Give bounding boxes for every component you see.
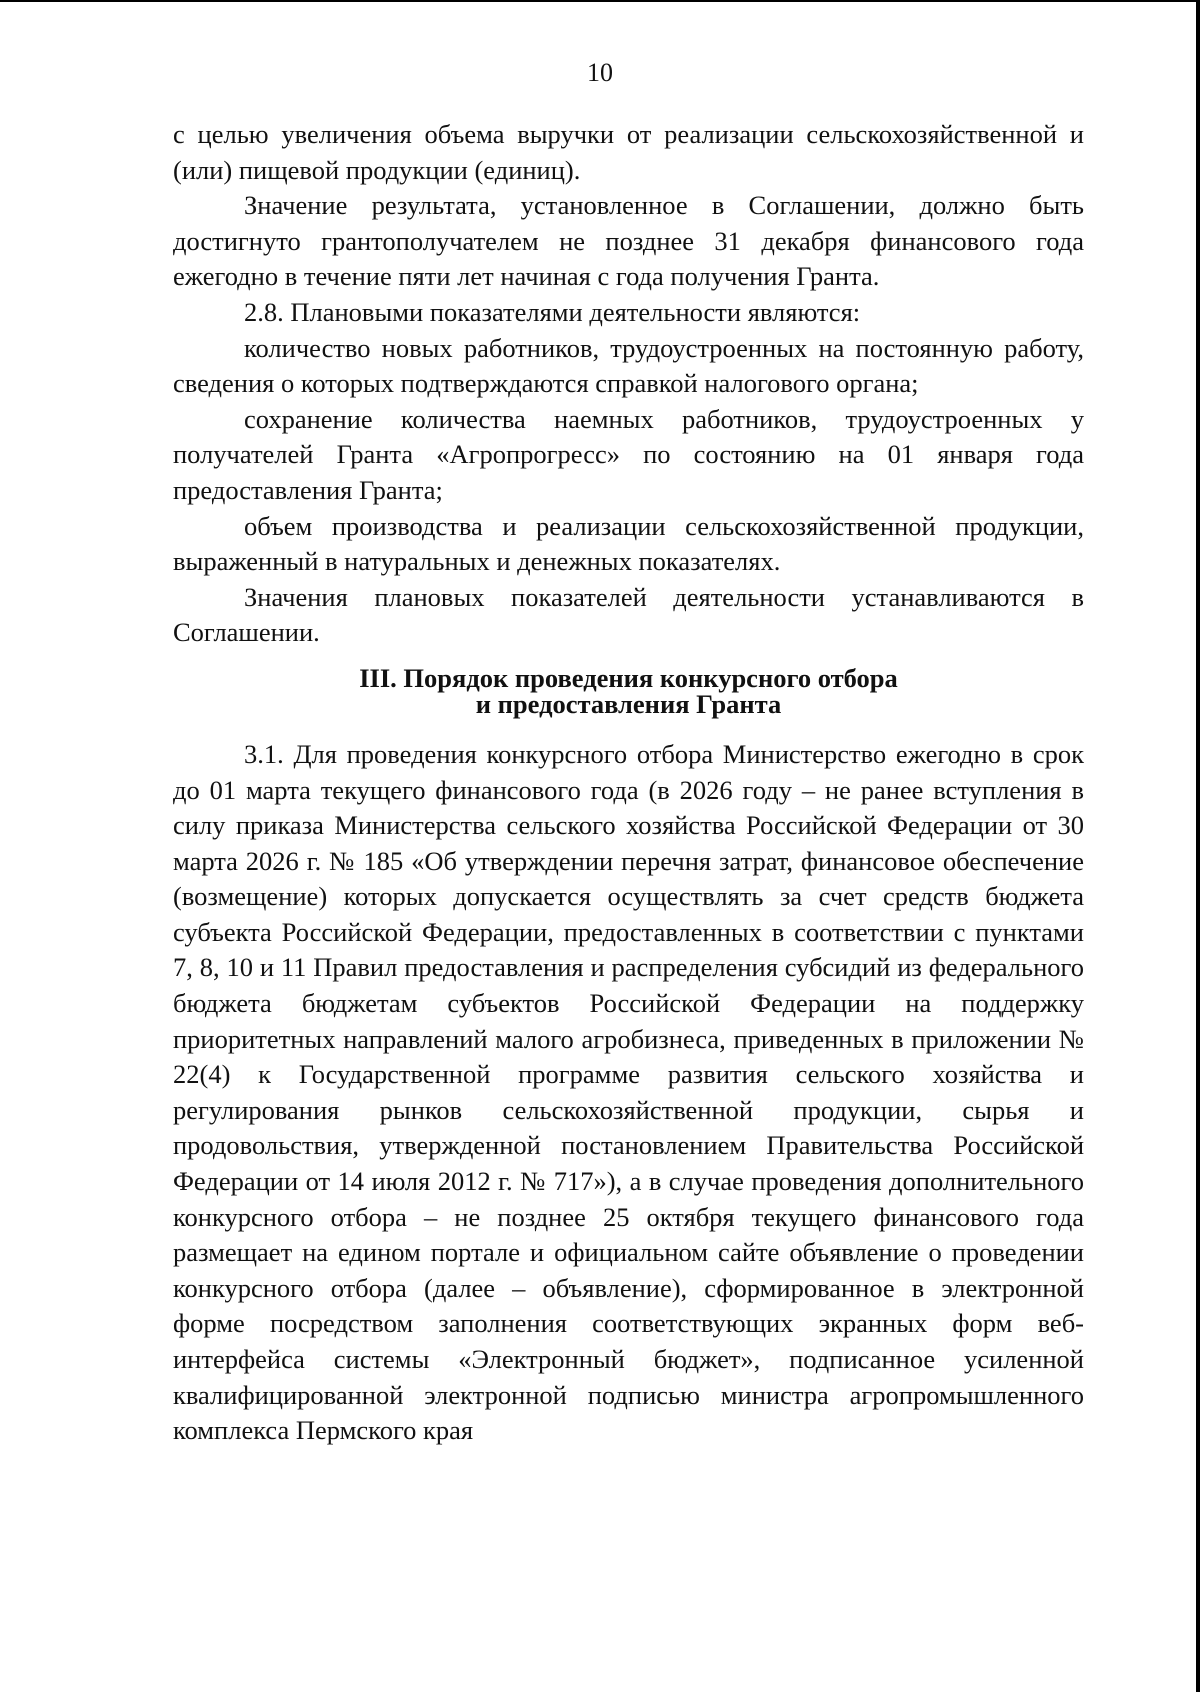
section-heading <box>173 662 1084 719</box>
paragraph-7: Значения плановых показателей деятельности устанавливаются в Соглашении. <box>173 581 1084 648</box>
paragraph-5: сохранение количества наемных работников, трудоустроенных у получателей Гранта «Агропрогресс» по состоянию на 01 января года предоставления Гранта; <box>173 403 1084 505</box>
section-heading-line-2: и предоставления Гранта <box>475 688 782 719</box>
paragraph-3: 2.8. Плановыми показателями деятельности являются: <box>244 296 861 327</box>
paragraph-1: с целью увеличения объема выручки от реализации сельскохозяйственной и (или) пищевой продукции (единиц). <box>173 119 1084 185</box>
scan-edge-right <box>1196 0 1200 1692</box>
document-body <box>173 117 1084 1449</box>
paragraph-6: объем производства и реализации сельскохозяйственной продукции, выраженный в натуральных и денежных показателях. <box>173 510 1084 577</box>
page-number: 10 <box>587 58 613 87</box>
section-heading-line-1: III. Порядок проведения конкурсного отбора <box>359 662 898 693</box>
paragraph-8: 3.1. Для проведения конкурсного отбора Министерство ежегодно в срок до 01 марта текущего финансового года (в 2026 году – не ранее вступления в силу приказа Министерства сельского хозяйства Российской Федерации от 30 марта 2026 г. № 185 «Об утверждении перечня затрат, финансовое обеспечение (возмещение) которых допускается осуществлять за счет средств бюджета субъекта Российской Федерации, предоставленных в соответствии с пунктами 7, 8, 10 и 11 Правил предоставления и распределения субсидий из федерального бюджета бюджетам субъектов Российской Федерации на поддержку приоритетных направлений малого агробизнеса, приведенных в приложении № 22(4) к Государственной программе развития сельского хозяйства и регулирования рынков сельскохозяйственной продукции, сырья и продовольствия, утвержденной постановлением Правительства Российской Федерации от 14 июля 2012 г. № 717»), а в случае проведения дополнительного конкурсного отбора – не позднее 25 октября текущего финансового года размещает на едином портале и официальном сайте объявление о проведении конкурсного отбора (далее – объявление), сформированное в электронной форме посредством заполнения соответствующих экранных форм веб-интерфейса системы «Электронный бюджет», подписанное усиленной квалифицированной электронной подписью министра агропромышленного комплекса Пермского края <box>173 738 1084 1446</box>
paragraph-4: количество новых работников, трудоустроенных на постоянную работу, сведения о которых подтверждаются справкой налогового органа; <box>173 332 1084 399</box>
paragraph-2: Значение результата, установленное в Соглашении, должно быть достигнуто грантополучателем не позднее 31 декабря финансового года ежегодно в течение пяти лет начиная с года получения Гранта. <box>173 190 1084 292</box>
scan-edge-top <box>0 0 1200 2</box>
